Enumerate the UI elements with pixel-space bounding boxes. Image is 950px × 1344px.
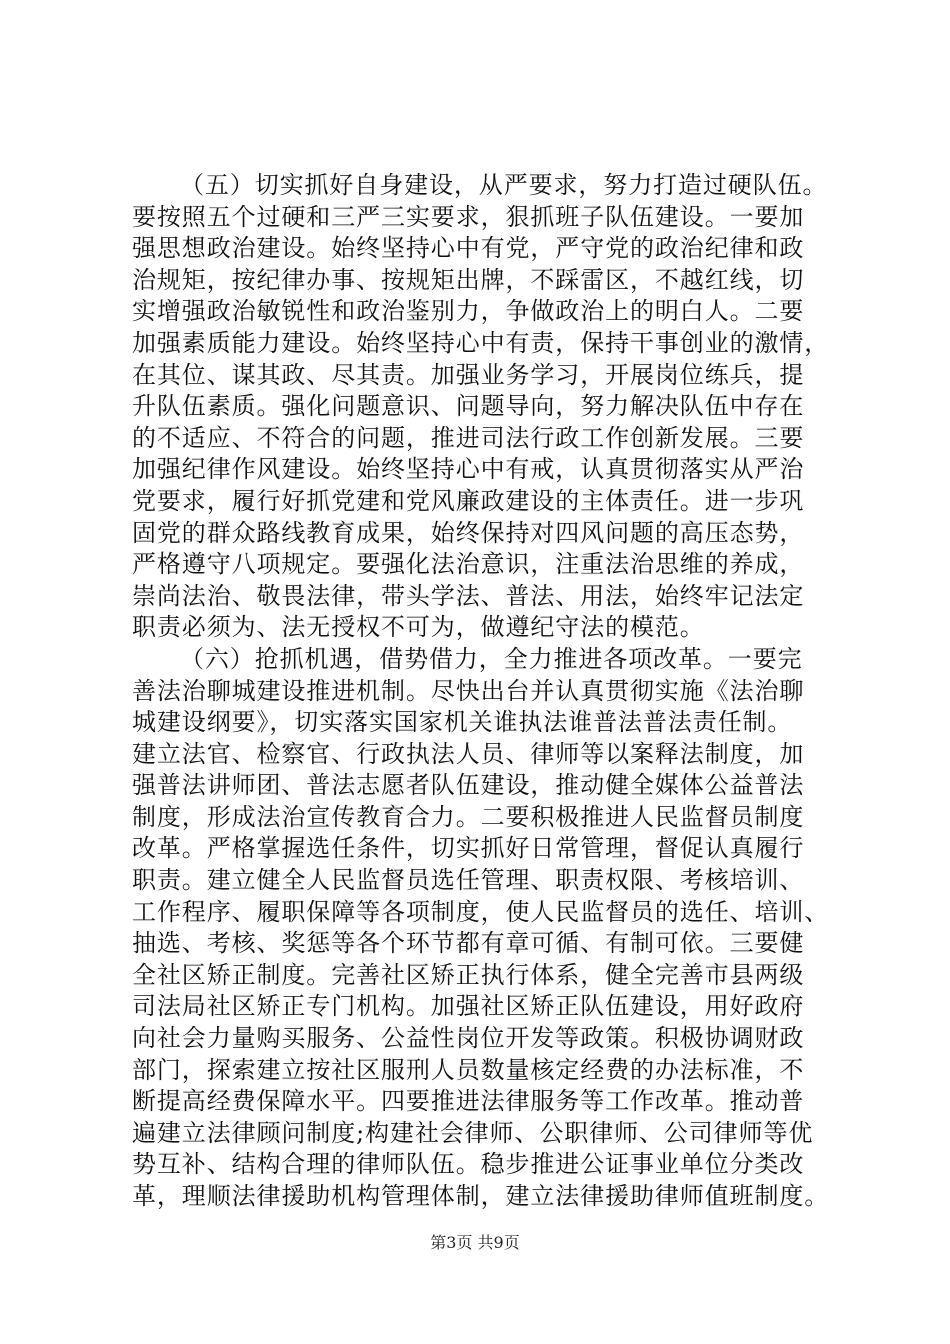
paragraph-line: 城建设纲要》，切实落实国家机关谁执法谁普法普法责任制。 (132, 708, 793, 737)
paragraph-line: 革，理顺法律援助机构管理体制，建立法律援助律师值班制度。 (132, 1182, 830, 1210)
paragraph-line: 固党的群众路线教育成果，始终保持对四风问题的高压态势， (132, 518, 805, 547)
page-footer: 第3页 共9页 (430, 1233, 520, 1252)
paragraph-line: 党要求，履行好抓党建和党风廉政建设的主体责任。进一步巩 (132, 486, 805, 515)
paragraph-line: 部门，探索建立按社区服刑人员数量核定经费的办法标准，不 (132, 1055, 805, 1084)
paragraph-line: 改革。严格掌握选任条件，切实抓好日常管理，督促认真履行 (132, 834, 805, 863)
paragraph-line: （六）抢抓机遇，借势借力，全力推进各项改革。一要完 (180, 644, 803, 673)
paragraph-line: 严格遵守八项规定。要强化法治意识，注重法治思维的养成， (132, 550, 805, 579)
paragraph-line: 建立法官、检察官、行政执法人员、律师等以案释法制度，加 (132, 739, 805, 768)
paragraph-line: 职责。建立健全人民监督员选任管理、职责权限、考核培训、 (132, 866, 805, 895)
paragraph-line: 断提高经费保障水平。四要推进法律服务等工作改革。推动普 (132, 1087, 805, 1116)
paragraph-line: 治规矩，按纪律办事、按规矩出牌，不踩雷区，不越红线，切 (132, 265, 805, 294)
paragraph-line: 在其位、谋其政、尽其责。加强业务学习，开展岗位练兵，提 (132, 360, 805, 389)
paragraph-line: 遍建立法律顾问制度;构建社会律师、公职律师、公司律师等优 (132, 1118, 814, 1147)
paragraph-line: 升队伍素质。强化问题意识、问题导向，努力解决队伍中存在 (132, 392, 805, 421)
paragraph-line: 制度，形成法治宣传教育合力。二要积极推进人民监督员制度 (132, 802, 805, 831)
paragraph-line: 的不适应、不符合的问题，推进司法行政工作创新发展。三要 (132, 423, 805, 452)
paragraph-line: 司法局社区矫正专门机构。加强社区矫正队伍建设，用好政府 (132, 992, 805, 1021)
paragraph-line: 强思想政治建设。始终坚持心中有党，严守党的政治纪律和政 (132, 234, 805, 263)
paragraph-line: 实增强政治敏锐性和政治鉴别力，争做政治上的明白人。二要 (132, 297, 805, 326)
paragraph-line: 工作程序、履职保障等各项制度，使人民监督员的选任、培训、 (132, 897, 830, 926)
paragraph-line: 职责必须为、法无授权不可为，做遵纪守法的模范。 (132, 613, 705, 642)
paragraph-line: 加强纪律作风建设。始终坚持心中有戒，认真贯彻落实从严治 (132, 455, 805, 484)
paragraph-line: 加强素质能力建设。始终坚持心中有责，保持干事创业的激情， (132, 328, 830, 357)
paragraph-line: （五）切实抓好自身建设，从严要求，努力打造过硬队伍。 (180, 171, 828, 199)
paragraph-line: 善法治聊城建设推进机制。尽快出台并认真贯彻实施《法治聊 (132, 676, 805, 705)
document-body (132, 170, 862, 1213)
paragraph-line: 抽选、考核、奖惩等各个环节都有章可循、有制可依。三要健 (132, 929, 805, 958)
paragraph-line: 崇尚法治、敬畏法律，带头学法、普法、用法，始终牢记法定 (132, 581, 805, 610)
paragraph-line: 全社区矫正制度。完善社区矫正执行体系，健全完善市县两级 (132, 960, 805, 989)
paragraph-line: 强普法讲师团、普法志愿者队伍建设，推动健全媒体公益普法 (132, 771, 805, 800)
paragraph-line: 势互补、结构合理的律师队伍。稳步推进公证事业单位分类改 (132, 1150, 805, 1179)
paragraph-line: 向社会力量购买服务、公益性岗位开发等政策。积极协调财政 (132, 1024, 805, 1053)
paragraph-line: 要按照五个过硬和三严三实要求，狠抓班子队伍建设。一要加 (132, 202, 805, 231)
